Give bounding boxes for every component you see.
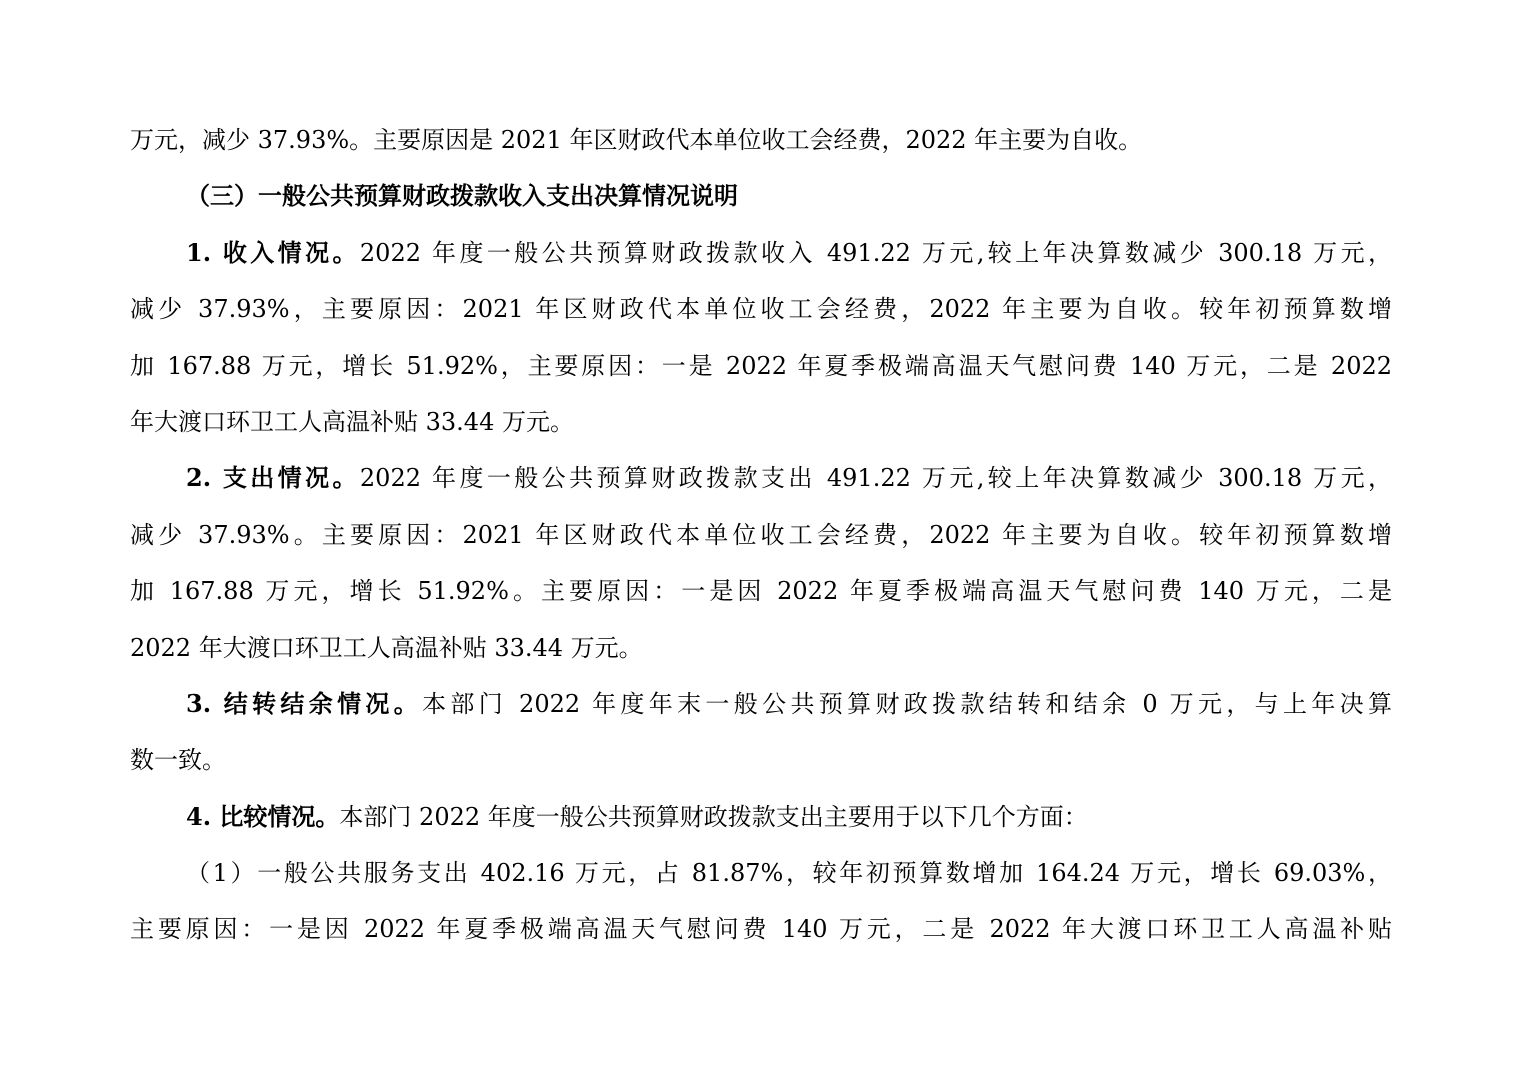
section-heading — [130, 168, 1392, 224]
text-run: 主要原因：一是因 2022 年夏季极端高温天气慰问费 140 万元，二是 2022 年大渡口环卫工人高温补贴 — [130, 915, 1392, 944]
text-run: 2022 年度一般公共预算财政拨款支出 491.22 万元,较上年决算数减少 300.18 万元， — [359, 464, 1392, 493]
paragraph-label: 4. 比较情况。 — [186, 801, 340, 831]
text-run: 年大渡口环卫工人高温补贴 33.44 万元。 — [130, 407, 574, 436]
paragraph-line — [130, 620, 1392, 676]
text-run: （1）一般公共服务支出 402.16 万元，占 81.87%，较年初预算数增加 164.24 万元，增长 69.03%， — [186, 859, 1392, 888]
paragraph-label: 3. 结转结余情况。 — [186, 688, 423, 718]
paragraph-label: 1. 收入情况。 — [186, 237, 360, 267]
paragraph-line — [130, 394, 1392, 450]
text-run: 减少 37.93%。主要原因：2021 年区财政代本单位收工会经费，2022 年主要为自收。较年初预算数增 — [130, 520, 1392, 549]
paragraph-line — [130, 112, 1392, 168]
paragraph-line — [130, 281, 1392, 337]
document-page — [130, 112, 1392, 958]
text-run: 加 167.88 万元，增长 51.92%，主要原因：一是 2022 年夏季极端高温天气慰问费 140 万元，二是 2022 — [130, 351, 1392, 380]
text-run: 万元，减少 37.93%。主要原因是 2021 年区财政代本单位收工会经费，2022 年主要为自收。 — [130, 126, 1143, 154]
paragraph-line — [130, 845, 1392, 901]
paragraph-line — [130, 901, 1392, 957]
text-run: 本部门 2022 年度一般公共预算财政拨款支出主要用于以下几个方面： — [339, 802, 1088, 831]
paragraph-line — [130, 676, 1392, 732]
paragraph-line — [130, 563, 1392, 619]
paragraph-label: 2. 支出情况。 — [186, 463, 360, 493]
paragraph-line — [130, 789, 1392, 845]
paragraph-line — [130, 732, 1392, 788]
text-run: 数一致。 — [130, 746, 226, 775]
text-run: 2022 年度一般公共预算财政拨款收入 491.22 万元,较上年决算数减少 300.18 万元， — [359, 238, 1392, 267]
text-run: 本部门 2022 年度年末一般公共预算财政拨款结转和结余 0 万元，与上年决算 — [422, 689, 1392, 718]
text-run: 减少 37.93%，主要原因：2021 年区财政代本单位收工会经费，2022 年主要为自收。较年初预算数增 — [130, 295, 1392, 324]
paragraph-line — [130, 225, 1392, 281]
paragraph-line — [130, 507, 1392, 563]
section-heading-text: （三）一般公共预算财政拨款收入支出决算情况说明 — [186, 181, 738, 211]
paragraph-line — [130, 450, 1392, 506]
text-run: 加 167.88 万元，增长 51.92%。主要原因：一是因 2022 年夏季极端高温天气慰问费 140 万元，二是 — [130, 577, 1392, 606]
text-run: 2022 年大渡口环卫工人高温补贴 33.44 万元。 — [130, 633, 643, 662]
paragraph-line — [130, 338, 1392, 394]
